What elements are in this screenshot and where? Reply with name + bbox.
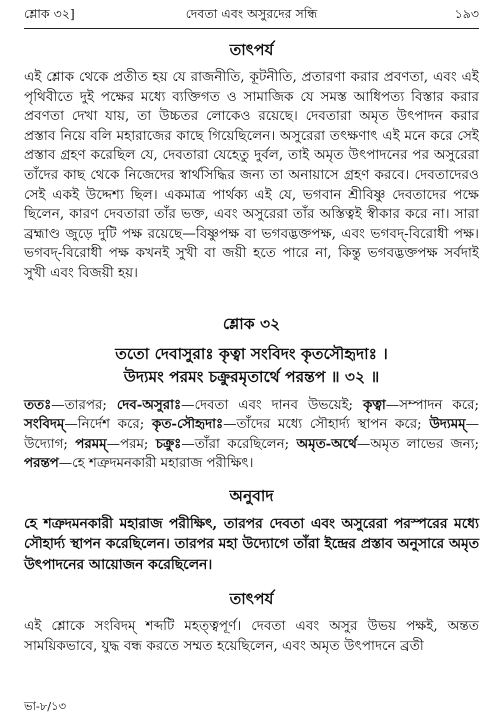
purport-heading-2: তাৎপর্য (229, 589, 274, 609)
header-page-number: ১৯৩ (454, 6, 479, 21)
synonym-meaning: হে শত্রুদমনকারী মহারাজ পরীক্ষিৎ। (72, 456, 254, 472)
purport-text: এই শ্লোক থেকে প্রতীত হয় যে রাজনীতি, কূটনীতি, প্রতারণা করার প্রবণতা, এবং এই পৃথিবীতে দুই পক্ষের মধ্যে ব্যক্তিগত ও সামাজিক যে সমস্ত আধিপত্য বিস্তার করার প্রবণতা দেখা যায়, তা উচ্চতর লোকেও রয়েছে। দেবতারা অমৃত উৎপাদন করার প্রস্তাব নিয়ে বলি মহারাজের কাছে গিয়েছিলেন। অসুরেরা তৎক্ষণাৎ এই মনে করে সেই প্রস্তাব গ্রহণ করেছিল যে, দেবতারা যেহেতু দুর্বল, তাই অমৃত উৎপাদনের পর অসুরেরা তাঁদের কাছ থেকে নিজেদের স্বার্থসিদ্ধির জন্য তা অনায়াসে গ্রহণ করবে। দেবতাদেরও সেই একই উদ্দেশ্য ছিল। একমাত্র পার্থক্য এই যে, ভগবান শ্রীবিষ্ণু দেবতাদের পক্ষে ছিলেন, কারণ দেবতারা তাঁর ভক্ত, এবং অসুরেরা তাঁর অস্তিত্বই স্বীকার করে না। সারা ব্রহ্মাণ্ড জুড়ে দুটি পক্ষ রয়েছে—বিষ্ণুপক্ষ বা ভগবদ্ভক্তপক্ষ, এবং ভগবদ্-বিরোধী পক্ষ। ভগবদ্-বিরোধী পক্ষ কখনই সুখী বা জয়ী হতে পারে না, কিন্তু ভগবদ্ভক্তপক্ষ সর্বদাই সুখী এবং বিজয়ী হয়। (24, 69, 479, 281)
purport-text-2: এই শ্লোকে সংবিদম্ শব্দটি মহত্ত্বপূর্ণ। দেবতা এবং অসুর উভয় পক্ষই, অন্তত সাময়িকভাবে, যুদ্ধ বন্ধ করতে সম্মত হয়েছিলেন, এবং অমৃত উৎপাদনে ব্রতী (24, 618, 479, 654)
word-for-word-synonyms: ততঃ—তারপর; দেব-অসুরাঃ—দেবতা এবং দানব উভয়েই; কৃত্বা—সম্পাদন করে; সংবিদম্—নির্দেশ করে; কৃত-সৌহৃদাঃ—তাঁদের মধ্যে সৌহার্দ্য স্থাপন করে; উদ্যমম্—উদ্যোগ; পরমম্—পরম; চক্রুঃ—তাঁরা করেছিলেন; অমৃত-অর্থে—অমৃত লাভের জন্য; পরন্তপ—হে শত্রুদমনকারী মহারাজ পরীক্ষিৎ। (24, 396, 479, 472)
synonym-meaning: সম্পাদন করে; (399, 397, 479, 413)
page-header (24, 6, 479, 26)
synonym-term: পরমম্ (75, 435, 107, 452)
page-footer-signature: ভা-৮/১৩ (24, 699, 67, 713)
verse-heading: শ্লোক ৩২ (222, 313, 281, 333)
synonym-term: কৃত-সৌহৃদাঃ (151, 416, 224, 433)
synonym-meaning: নির্দেশ করে; (77, 417, 152, 433)
synonym-meaning: তাঁরা করেছিলেন; (194, 436, 297, 452)
synonym-term: দেব-অসুরাঃ (116, 396, 182, 413)
header-verse-ref: শ্লোক ৩২] (24, 6, 75, 21)
synonym-term: কৃত্বা (362, 396, 386, 413)
header-rule (24, 28, 479, 29)
verse-line-1: ততো দেবাসুরাঃ কৃত্বা সংবিদং কৃতসৌহৃদাঃ । (115, 343, 388, 363)
synonym-meaning: পরম; (119, 436, 156, 452)
page-content (24, 38, 479, 657)
translation-heading: অনুবাদ (229, 485, 274, 505)
verse-line-2: উদ্যমং পরমং চক্রুরমৃতার্থে পরন্তপ ॥ ৩২ ॥ (123, 366, 380, 386)
synonym-meaning: তাঁদের মধ্যে সৌহার্দ্য স্থাপন করে; (236, 417, 430, 433)
synonym-meaning: তারপর; (64, 397, 117, 413)
translation-text: হে শত্রুদমনকারী মহারাজ পরীক্ষিৎ, তারপর দেবতা এবং অসুরেরা পরস্পরের মধ্যে সৌহার্দ্য স্থাপন করেছিলেন। তারপর মহা উদ্যোগে তাঁরা ইন্দ্রের প্রস্তাব অনুসারে অমৃত উৎপাদনের আয়োজন করেছিলেন। (24, 515, 479, 573)
synonym-meaning: অমৃত লাভের জন্য; (370, 436, 479, 452)
synonym-term: অমৃত-অর্থে (296, 435, 357, 452)
synonym-meaning: উদ্যোগ; (24, 436, 76, 452)
synonym-term: ততঃ (24, 396, 52, 413)
purport-heading: তাৎপর্য (229, 40, 274, 59)
synonym-meaning: দেবতা এবং দানব উভয়েই; (194, 397, 363, 413)
header-chapter-title: দেবতা এবং অসুরদের সন্ধি (185, 6, 318, 21)
synonym-term: পরন্তপ (24, 455, 59, 472)
synonym-term: উদ্যমম্ (429, 416, 466, 433)
synonym-term: চক্রুঃ (155, 435, 182, 452)
verse-text (24, 342, 479, 388)
synonym-term: সংবিদম্ (24, 416, 65, 433)
